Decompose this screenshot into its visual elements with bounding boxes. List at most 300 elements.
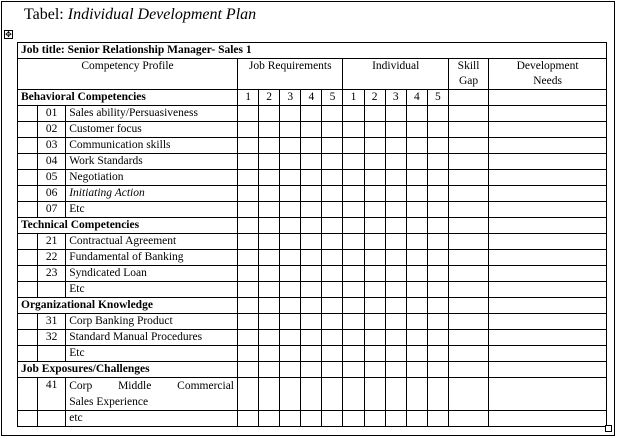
rating-cell[interactable]: [280, 282, 301, 298]
development-needs-cell[interactable]: [489, 122, 607, 138]
rating-cell[interactable]: [280, 411, 301, 427]
job-scale-2: 2: [259, 90, 280, 106]
rating-cell[interactable]: [259, 234, 280, 250]
competency-profile-header: Competency Profile: [18, 59, 238, 90]
rating-cell[interactable]: [427, 282, 448, 298]
rating-cell[interactable]: [322, 362, 343, 378]
development-needs-cell[interactable]: [489, 282, 607, 298]
rating-cell[interactable]: [385, 154, 406, 170]
rating-cell[interactable]: [280, 218, 301, 234]
rating-cell[interactable]: [280, 186, 301, 202]
rating-cell[interactable]: [406, 250, 427, 266]
rating-cell[interactable]: [238, 362, 259, 378]
table-caption: [24, 5, 256, 25]
rating-cell[interactable]: [406, 218, 427, 234]
rating-cell[interactable]: [280, 298, 301, 314]
rating-cell[interactable]: [280, 346, 301, 362]
rating-cell[interactable]: [364, 314, 385, 330]
rating-cell[interactable]: [259, 218, 280, 234]
competency-code: 31: [38, 314, 66, 330]
rating-cell[interactable]: [343, 170, 364, 186]
competency-code: 02: [38, 122, 66, 138]
rating-cell[interactable]: [259, 202, 280, 218]
indent-cell: [18, 282, 38, 298]
rating-cell[interactable]: [406, 266, 427, 282]
competency-code: 01: [38, 106, 66, 122]
rating-cell[interactable]: [343, 411, 364, 427]
development-needs-header-line2: Needs: [533, 75, 562, 87]
rating-cell[interactable]: [301, 122, 322, 138]
skill-gap-cell[interactable]: [448, 250, 488, 266]
rating-cell[interactable]: [427, 202, 448, 218]
rating-cell[interactable]: [343, 314, 364, 330]
rating-cell[interactable]: [364, 234, 385, 250]
rating-cell[interactable]: [406, 138, 427, 154]
rating-cell[interactable]: [427, 170, 448, 186]
rating-cell[interactable]: [343, 298, 364, 314]
rating-cell[interactable]: [343, 362, 364, 378]
rating-cell[interactable]: [385, 106, 406, 122]
rating-cell[interactable]: [364, 106, 385, 122]
rating-cell[interactable]: [301, 378, 322, 411]
skill-gap-cell[interactable]: [448, 314, 488, 330]
rating-cell[interactable]: [322, 122, 343, 138]
rating-cell[interactable]: [406, 314, 427, 330]
competency-code: 32: [38, 330, 66, 346]
rating-cell[interactable]: [301, 138, 322, 154]
rating-cell[interactable]: [427, 154, 448, 170]
job-scale-5: 5: [322, 90, 343, 106]
rating-cell[interactable]: [238, 218, 259, 234]
rating-cell[interactable]: [238, 282, 259, 298]
rating-cell[interactable]: [385, 362, 406, 378]
development-needs-cell[interactable]: [489, 346, 607, 362]
rating-cell[interactable]: [280, 362, 301, 378]
skill-gap-cell[interactable]: [448, 218, 488, 234]
development-needs-cell[interactable]: [489, 314, 607, 330]
indent-cell: [18, 202, 38, 218]
job-title-cell: Job title: Senior Relationship Manager- Sales 1: [18, 43, 607, 59]
rating-cell[interactable]: [364, 411, 385, 427]
rating-cell[interactable]: [259, 330, 280, 346]
rating-cell[interactable]: [385, 378, 406, 411]
rating-cell[interactable]: [364, 330, 385, 346]
rating-cell[interactable]: [301, 202, 322, 218]
table-row: [18, 250, 607, 266]
competency-code: 03: [38, 138, 66, 154]
rating-cell[interactable]: [259, 298, 280, 314]
rating-cell[interactable]: [322, 298, 343, 314]
rating-cell[interactable]: [238, 186, 259, 202]
skill-gap-cell[interactable]: [448, 122, 488, 138]
skill-gap-cell[interactable]: [448, 170, 488, 186]
development-needs-cell[interactable]: [489, 186, 607, 202]
indent-cell: [18, 154, 38, 170]
competency-name: Sales ability/Persuasiveness: [66, 106, 238, 122]
rating-cell[interactable]: [364, 122, 385, 138]
rating-cell[interactable]: [364, 154, 385, 170]
rating-cell[interactable]: [238, 330, 259, 346]
competency-name: Negotiation: [66, 170, 238, 186]
indent-cell: [18, 170, 38, 186]
rating-cell[interactable]: [238, 154, 259, 170]
skill-gap-cell[interactable]: [448, 298, 488, 314]
skill-gap-cell[interactable]: [448, 202, 488, 218]
rating-cell[interactable]: [364, 170, 385, 186]
competency-name-line1: Corp Middle Commercial: [69, 380, 235, 392]
rating-cell[interactable]: [301, 411, 322, 427]
rating-cell[interactable]: [322, 282, 343, 298]
rating-cell[interactable]: [385, 298, 406, 314]
rating-cell[interactable]: [301, 266, 322, 282]
skill-gap-cell[interactable]: [448, 106, 488, 122]
section-title: Job Exposures/Challenges: [18, 362, 238, 378]
rating-cell[interactable]: [406, 202, 427, 218]
rating-cell[interactable]: [427, 106, 448, 122]
rating-cell[interactable]: [301, 234, 322, 250]
rating-cell[interactable]: [406, 411, 427, 427]
development-needs-cell[interactable]: [489, 378, 607, 411]
rating-cell[interactable]: [238, 202, 259, 218]
competency-code: 41: [38, 378, 66, 411]
skill-gap-cell[interactable]: [448, 154, 488, 170]
individual-scale-4: 4: [406, 90, 427, 106]
competency-code: [38, 346, 66, 362]
rating-cell[interactable]: [259, 154, 280, 170]
rating-cell[interactable]: [259, 314, 280, 330]
rating-cell[interactable]: [259, 122, 280, 138]
rating-cell[interactable]: [406, 330, 427, 346]
development-plan-table: [17, 42, 607, 427]
development-needs-cell[interactable]: [489, 411, 607, 427]
rating-cell[interactable]: [280, 138, 301, 154]
table-row: [18, 314, 607, 330]
rating-cell[interactable]: [343, 282, 364, 298]
indent-cell: [18, 186, 38, 202]
rating-cell[interactable]: [259, 282, 280, 298]
rating-cell[interactable]: [343, 266, 364, 282]
rating-cell[interactable]: [385, 282, 406, 298]
rating-cell[interactable]: [406, 282, 427, 298]
skill-gap-cell[interactable]: [448, 186, 488, 202]
rating-cell[interactable]: [427, 266, 448, 282]
rating-cell[interactable]: [301, 250, 322, 266]
rating-cell[interactable]: [385, 250, 406, 266]
rating-cell[interactable]: [280, 234, 301, 250]
rating-cell[interactable]: [343, 234, 364, 250]
indent-cell: [18, 330, 38, 346]
rating-cell[interactable]: [238, 314, 259, 330]
rating-cell[interactable]: [259, 250, 280, 266]
rating-cell[interactable]: [385, 170, 406, 186]
rating-cell[interactable]: [238, 411, 259, 427]
rating-cell[interactable]: [301, 106, 322, 122]
rating-cell[interactable]: [301, 186, 322, 202]
rating-cell[interactable]: [238, 346, 259, 362]
rating-cell[interactable]: [364, 298, 385, 314]
development-needs-cell[interactable]: [489, 154, 607, 170]
rating-cell[interactable]: [238, 234, 259, 250]
rating-cell[interactable]: [343, 250, 364, 266]
rating-cell[interactable]: [343, 346, 364, 362]
rating-cell[interactable]: [343, 106, 364, 122]
rating-cell[interactable]: [406, 234, 427, 250]
empty-cell[interactable]: [448, 90, 488, 106]
rating-cell[interactable]: [343, 122, 364, 138]
competency-name: Standard Manual Procedures: [66, 330, 238, 346]
rating-cell[interactable]: [280, 314, 301, 330]
rating-cell[interactable]: [259, 186, 280, 202]
rating-cell[interactable]: [385, 234, 406, 250]
development-needs-cell[interactable]: [489, 106, 607, 122]
rating-cell[interactable]: [280, 106, 301, 122]
rating-cell[interactable]: [322, 154, 343, 170]
competency-name: Work Standards: [66, 154, 238, 170]
competency-name: Syndicated Loan: [66, 266, 238, 282]
rating-cell[interactable]: [385, 218, 406, 234]
skill-gap-cell[interactable]: [448, 346, 488, 362]
skill-gap-cell[interactable]: [448, 378, 488, 411]
rating-cell[interactable]: [406, 298, 427, 314]
table-row: [18, 346, 607, 362]
rating-cell[interactable]: [301, 282, 322, 298]
competency-name: [66, 378, 238, 411]
rating-cell[interactable]: [280, 250, 301, 266]
rating-cell[interactable]: [364, 362, 385, 378]
skill-gap-cell[interactable]: [448, 234, 488, 250]
rating-cell[interactable]: [406, 170, 427, 186]
rating-cell[interactable]: [301, 314, 322, 330]
competency-name-line2: Sales Experience: [69, 396, 149, 408]
rating-cell[interactable]: [280, 154, 301, 170]
competency-name: Initiating Action: [66, 186, 238, 202]
rating-cell[interactable]: [259, 378, 280, 411]
rating-cell[interactable]: [343, 330, 364, 346]
rating-cell[interactable]: [427, 218, 448, 234]
caption-title: Individual Development Plan: [67, 6, 257, 23]
table-resize-handle[interactable]: [605, 425, 612, 432]
table-row: [18, 122, 607, 138]
rating-cell[interactable]: [322, 330, 343, 346]
rating-cell[interactable]: [406, 186, 427, 202]
rating-cell[interactable]: [259, 411, 280, 427]
development-needs-cell[interactable]: [489, 138, 607, 154]
rating-cell[interactable]: [427, 234, 448, 250]
competency-name: Contractual Agreement: [66, 234, 238, 250]
rating-cell[interactable]: [238, 266, 259, 282]
skill-gap-cell[interactable]: [448, 411, 488, 427]
table-row: [18, 106, 607, 122]
table-row: [18, 154, 607, 170]
rating-cell[interactable]: [364, 250, 385, 266]
competency-name: Etc: [66, 202, 238, 218]
rating-cell[interactable]: [322, 250, 343, 266]
rating-cell[interactable]: [406, 122, 427, 138]
rating-cell[interactable]: [385, 411, 406, 427]
development-needs-cell[interactable]: [489, 330, 607, 346]
rating-cell[interactable]: [343, 154, 364, 170]
rating-cell[interactable]: [385, 330, 406, 346]
rating-cell[interactable]: [427, 346, 448, 362]
rating-cell[interactable]: [427, 314, 448, 330]
rating-cell[interactable]: [385, 266, 406, 282]
rating-cell[interactable]: [238, 138, 259, 154]
rating-cell[interactable]: [322, 346, 343, 362]
rating-cell[interactable]: [322, 186, 343, 202]
development-needs-cell[interactable]: [489, 170, 607, 186]
rating-cell[interactable]: [406, 154, 427, 170]
rating-cell[interactable]: [259, 362, 280, 378]
individual-scale-5: 5: [427, 90, 448, 106]
rating-cell[interactable]: [364, 346, 385, 362]
rating-cell[interactable]: [259, 266, 280, 282]
development-needs-cell[interactable]: [489, 234, 607, 250]
rating-cell[interactable]: [427, 186, 448, 202]
rating-cell[interactable]: [427, 411, 448, 427]
rating-cell[interactable]: [322, 170, 343, 186]
caption-prefix: Tabel:: [24, 6, 68, 23]
rating-cell[interactable]: [280, 330, 301, 346]
indent-cell: [18, 122, 38, 138]
rating-cell[interactable]: [280, 378, 301, 411]
rating-cell[interactable]: [322, 234, 343, 250]
rating-cell[interactable]: [259, 106, 280, 122]
competency-code: 05: [38, 170, 66, 186]
rating-cell[interactable]: [301, 330, 322, 346]
development-needs-cell[interactable]: [489, 218, 607, 234]
table-row: [18, 170, 607, 186]
rating-cell[interactable]: [322, 138, 343, 154]
skill-gap-header-line1: Skill: [457, 60, 480, 72]
rating-cell[interactable]: [427, 330, 448, 346]
rating-cell[interactable]: [343, 218, 364, 234]
rating-cell[interactable]: [238, 250, 259, 266]
individual-scale-2: 2: [364, 90, 385, 106]
rating-cell[interactable]: [280, 266, 301, 282]
rating-cell[interactable]: [427, 250, 448, 266]
rating-cell[interactable]: [343, 186, 364, 202]
rating-cell[interactable]: [427, 378, 448, 411]
rating-cell[interactable]: [427, 362, 448, 378]
rating-cell[interactable]: [280, 170, 301, 186]
rating-cell[interactable]: [364, 378, 385, 411]
rating-cell[interactable]: [364, 218, 385, 234]
indent-cell: [18, 314, 38, 330]
rating-cell[interactable]: [322, 411, 343, 427]
rating-cell[interactable]: [364, 186, 385, 202]
rating-cell[interactable]: [343, 202, 364, 218]
competency-name: Fundamental of Banking: [66, 250, 238, 266]
rating-cell[interactable]: [238, 298, 259, 314]
rating-cell[interactable]: [385, 138, 406, 154]
rating-cell[interactable]: [301, 154, 322, 170]
rating-cell[interactable]: [385, 122, 406, 138]
rating-cell[interactable]: [301, 218, 322, 234]
individual-scale-1: 1: [343, 90, 364, 106]
rating-cell[interactable]: [322, 378, 343, 411]
rating-cell[interactable]: [259, 138, 280, 154]
rating-cell[interactable]: [259, 346, 280, 362]
rating-cell[interactable]: [364, 266, 385, 282]
rating-cell[interactable]: [427, 138, 448, 154]
rating-cell[interactable]: [238, 106, 259, 122]
competency-code: 07: [38, 202, 66, 218]
rating-cell[interactable]: [385, 186, 406, 202]
rating-cell[interactable]: [238, 170, 259, 186]
table-row: [18, 138, 607, 154]
rating-cell[interactable]: [238, 378, 259, 411]
rating-cell[interactable]: [406, 378, 427, 411]
rating-cell[interactable]: [238, 122, 259, 138]
skill-gap-cell[interactable]: [448, 282, 488, 298]
competency-name: Customer focus: [66, 122, 238, 138]
competency-name: Etc: [66, 282, 238, 298]
rating-cell[interactable]: [259, 170, 280, 186]
rating-cell[interactable]: [322, 106, 343, 122]
skill-gap-cell[interactable]: [448, 330, 488, 346]
development-needs-cell[interactable]: [489, 362, 607, 378]
rating-cell[interactable]: [364, 282, 385, 298]
rating-cell[interactable]: [427, 298, 448, 314]
table-row: [18, 378, 607, 411]
development-needs-cell[interactable]: [489, 250, 607, 266]
rating-cell[interactable]: [301, 170, 322, 186]
competency-name: Etc: [66, 346, 238, 362]
rating-cell[interactable]: [406, 106, 427, 122]
rating-cell[interactable]: [280, 202, 301, 218]
rating-cell[interactable]: [385, 346, 406, 362]
rating-cell[interactable]: [343, 138, 364, 154]
development-needs-cell[interactable]: [489, 202, 607, 218]
rating-cell[interactable]: [322, 218, 343, 234]
job-scale-3: 3: [280, 90, 301, 106]
rating-cell[interactable]: [322, 266, 343, 282]
skill-gap-cell[interactable]: [448, 362, 488, 378]
development-needs-cell[interactable]: [489, 298, 607, 314]
section-title: Behavioral Competencies: [18, 90, 238, 106]
rating-cell[interactable]: [406, 346, 427, 362]
table-move-handle-icon[interactable]: ✥: [5, 30, 12, 39]
skill-gap-cell[interactable]: [448, 138, 488, 154]
rating-cell[interactable]: [301, 346, 322, 362]
rating-cell[interactable]: [322, 314, 343, 330]
rating-cell[interactable]: [364, 138, 385, 154]
job-requirements-header: Job Requirements: [238, 59, 343, 90]
table-row: [18, 330, 607, 346]
empty-cell[interactable]: [489, 90, 607, 106]
table-row: [18, 266, 607, 282]
development-needs-header: [489, 59, 607, 90]
indent-cell: [18, 266, 38, 282]
rating-cell[interactable]: [301, 362, 322, 378]
rating-cell[interactable]: [385, 202, 406, 218]
competency-code: 06: [38, 186, 66, 202]
rating-cell[interactable]: [301, 298, 322, 314]
indent-cell: [18, 378, 38, 411]
competency-name: Corp Banking Product: [66, 314, 238, 330]
indent-cell: [18, 138, 38, 154]
rating-cell[interactable]: [280, 122, 301, 138]
rating-cell[interactable]: [406, 362, 427, 378]
rating-cell[interactable]: [427, 122, 448, 138]
skill-gap-cell[interactable]: [448, 266, 488, 282]
rating-cell[interactable]: [364, 202, 385, 218]
rating-cell[interactable]: [322, 202, 343, 218]
development-needs-cell[interactable]: [489, 266, 607, 282]
rating-cell[interactable]: [385, 314, 406, 330]
skill-gap-header-line2: Gap: [458, 75, 479, 87]
rating-cell[interactable]: [343, 378, 364, 411]
